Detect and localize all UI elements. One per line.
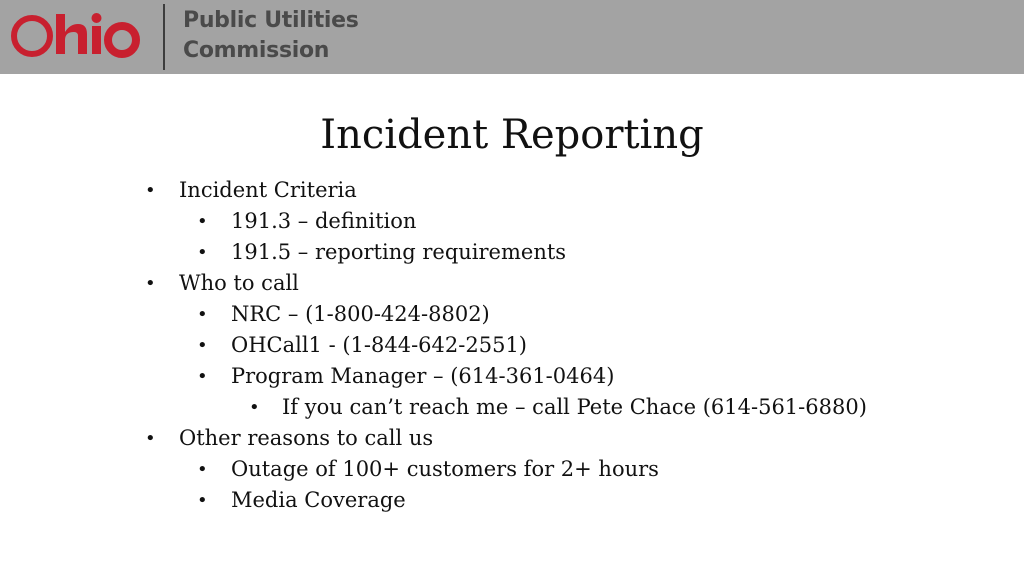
bullet-text: 191.5 – reporting requirements bbox=[231, 240, 567, 264]
bullet-icon: • bbox=[197, 211, 208, 232]
bullet-icon: • bbox=[197, 304, 208, 325]
slide-title: Incident Reporting bbox=[320, 112, 704, 158]
ohio-logo-mark bbox=[8, 6, 148, 62]
bullet-icon: • bbox=[145, 180, 156, 201]
bullet-icon: • bbox=[249, 397, 260, 418]
bullet-text: Media Coverage bbox=[231, 488, 406, 512]
bullet-text: If you can’t reach me – call Pete Chace (614-561-6880) bbox=[282, 395, 867, 419]
bullet-text: Program Manager – (614-361-0464) bbox=[231, 364, 615, 388]
bullet-text: OHCall1 - (1-844-642-2551) bbox=[231, 333, 527, 357]
bullet-icon: • bbox=[145, 428, 156, 449]
org-name bbox=[183, 6, 359, 66]
bullet-text: Incident Criteria bbox=[179, 178, 357, 202]
bullet-text: Outage of 100+ customers for 2+ hours bbox=[231, 457, 659, 481]
bullet-icon: • bbox=[197, 459, 208, 480]
bullet-icon: • bbox=[197, 335, 208, 356]
bullet-text: NRC – (1-800-424-8802) bbox=[231, 302, 490, 326]
org-name-line2: Commission bbox=[183, 38, 330, 63]
logo-divider bbox=[163, 4, 165, 70]
org-name-line1: Public Utilities bbox=[183, 8, 359, 33]
bullet-text: 191.3 – definition bbox=[231, 209, 417, 233]
bullet-text: Other reasons to call us bbox=[179, 426, 434, 450]
bullet-icon: • bbox=[197, 242, 208, 263]
bullet-text: Who to call bbox=[179, 271, 299, 295]
ohio-logo bbox=[8, 6, 148, 62]
header-bar bbox=[0, 0, 1024, 74]
bullet-icon: • bbox=[145, 273, 156, 294]
bullet-icon: • bbox=[197, 490, 208, 511]
logo-o-ring bbox=[14, 18, 50, 54]
bullet-icon: • bbox=[197, 366, 208, 387]
